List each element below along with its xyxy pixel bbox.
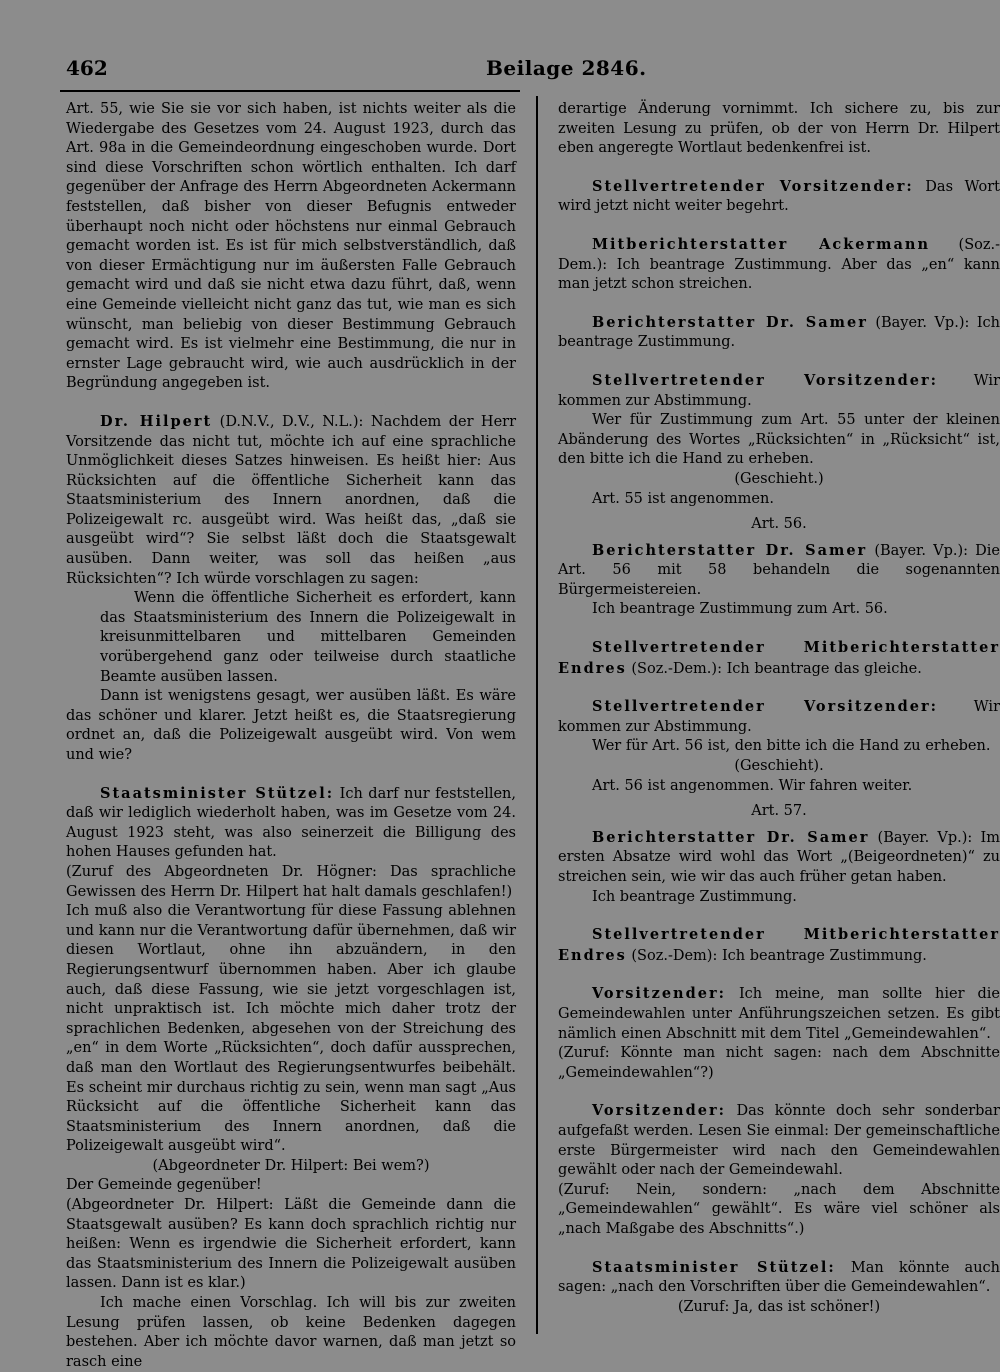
speaker-party: (Soz.-Dem): bbox=[631, 947, 718, 964]
running-title: Beilage 2846. bbox=[486, 56, 647, 80]
speaker-name: Staatsminister Stützel: bbox=[100, 784, 335, 802]
speaker-party: (D.N.V., D.V., N.L.): bbox=[219, 413, 364, 430]
speaker-name: Berichterstatter Dr. Samer bbox=[592, 313, 868, 331]
paragraph: Art. 55, wie Sie sie vor sich haben, ist nichts weiter als die Wiedergabe des Gesetzes vom 24. August 1923, durch das Art. 98a in die Gemeindeordnung eingeschoben wurde. Dort sind diese Vorschriften schon wörtlich enthalten. Ich darf gegenüber der Anfrage des Herrn Abgeordneten Ackermann feststellen, daß bisher von dieser Befugnis entweder überhaupt noch nicht oder höchstens nur einmal Gebrauch gemacht worden ist. Es ist für mich selbstverständlich, daß von dieser Ermächtigung nur im äußersten Falle Gebrauch gemacht wird und daß sie nicht etwa dazu führt, daß, wenn eine Gemeinde vielleicht nicht ganz das tut, wie man es sich wünscht, man beliebig von dieser Bestimmung Gebrauch gemacht wird. Es ist vielmehr eine Bestimmung, die nur in ernster Lage gebraucht wird, wie auch ausdrücklich in der Begründung angegeben ist. bbox=[66, 101, 516, 392]
speech-text: Wir kommen zur Abstimmung. bbox=[558, 372, 1000, 409]
paragraph: Wer für Art. 56 ist, den bitte ich die Hand zu erheben. bbox=[592, 738, 991, 755]
paragraph: Ich mache einen Vorschlag. Ich will bis zur zweiten Lesung prüfen lassen, ob keine Bedenken dagegen bestehen. Aber ich möchte davor warnen, daß man jetzt so rasch eine bbox=[66, 1295, 516, 1370]
speech-text: Wir kommen zur Abstimmung. bbox=[558, 699, 1000, 735]
paragraph: Art. 56 ist angenommen. Wir fahren weiter. bbox=[592, 777, 913, 794]
interjection: (Zuruf des Abgeordneten Dr. Högner: Das sprachliche Gewissen des Herrn Dr. Hilpert hat halt damals geschlafen!) bbox=[66, 863, 516, 900]
speech bbox=[558, 1258, 1000, 1298]
speech bbox=[558, 984, 1000, 1044]
interjection: (Abgeordneter Dr. Hilpert: Läßt die Gemeinde dann die Staatsgewalt ausüben? Es kann doch sprachlich richtig nur heißen: Wenn es irgendwie die Sicherheit erfordert, kann das Staatsministerium des Innern die Polizeigewalt ausüben lassen. Dann ist es klar.) bbox=[66, 1197, 516, 1292]
page-number: 462 bbox=[66, 56, 108, 80]
speech-text: Im ersten Absatze wird wohl das Wort „(Beigeordneten)“ zu streichen sein, wie wir das auch früher getan haben. bbox=[558, 829, 1000, 885]
speaker-party: (Bayer. Vp.): bbox=[877, 829, 973, 846]
interjection: (Zuruf: Nein, sondern: „nach dem Abschnitte „Gemeindewahlen“ gewählt“. Es wäre viel schöner als „nach Maßgabe des Abschnitts“.) bbox=[558, 1181, 1000, 1237]
paragraph: Dann ist wenigstens gesagt, wer ausüben läßt. Es wäre das schöner und klarer. Jetzt heißt es, die Staatsregierung ordnet an, daß die Polizeigewalt ausgeübt wird. Von wem und wie? bbox=[66, 688, 516, 763]
speech-text: Ich meine, man sollte hier die Gemeindewahlen unter Anführungszeichen setzen. Es gibt nämlich einen Abschnitt mit dem Titel „Gemeindewahlen“. bbox=[558, 986, 1000, 1042]
speaker-name: Stellvertretender Mitberichterstatter Endres bbox=[558, 639, 1000, 677]
speaker-name: Vorsitzender: bbox=[592, 1102, 726, 1120]
speaker-name: Stellvertretender Vorsitzender: bbox=[592, 371, 938, 389]
page-header bbox=[66, 56, 920, 82]
right-column bbox=[558, 100, 1000, 1317]
speaker-name: Stellvertretender Vorsitzender: bbox=[592, 177, 914, 195]
paragraph: Ich beantrage Zustimmung. bbox=[592, 888, 797, 905]
paragraph: Wer für Zustimmung zum Art. 55 unter der kleinen Abänderung des Wortes „Rücksichten“ in „Rücksicht“ ist, den bitte ich die Hand zu erheben. bbox=[558, 412, 1000, 468]
speech-text: Ich beantrage Zustimmung. Aber das „en“ kann man jetzt schon streichen. bbox=[558, 256, 1000, 293]
speech-text: Das könnte doch sehr sonderbar aufgefaßt werden. Lesen Sie einmal: Der gemeinschaftliche erste Bürgermeister wird nach den Gemeindewahlen gewählt oder nach der Gemeindewahl. bbox=[558, 1103, 1000, 1179]
speech-text: Ich beantrage Zustimmung. bbox=[721, 947, 927, 964]
speech-text: Ich beantrage Zustimmung. bbox=[558, 314, 1000, 351]
speaker-party: (Bayer. Vp.): bbox=[874, 542, 969, 559]
paragraph: Ich beantrage Zustimmung zum Art. 56. bbox=[592, 601, 888, 618]
speaker-name: Staatsminister Stützel: bbox=[592, 1258, 836, 1276]
speaker-name: Vorsitzender: bbox=[592, 985, 726, 1003]
interjection: (Zuruf: Ja, das ist schöner!) bbox=[677, 1298, 881, 1315]
speech bbox=[558, 235, 1000, 295]
speaker-name: Stellvertretender Mitberichterstatter Endres bbox=[558, 926, 1000, 964]
speaker-name: Mitberichterstatter Ackermann bbox=[592, 235, 930, 253]
speech-text: Ich darf nur feststellen, daß wir lediglich wiederholt haben, was im Gesetze vom 24. August 1923 steht, was also seinerzeit die Billigung des hohen Hauses gefunden hat. bbox=[66, 785, 517, 861]
speech bbox=[558, 541, 1000, 601]
speaker-party: (Soz.-Dem.): bbox=[631, 660, 722, 677]
speaker-name: Stellvertretender Vorsitzender: bbox=[592, 698, 938, 716]
proposed-wording: Wenn die öffentliche Sicherheit es erfordert, kann das Staatsministerium des Innern die Polizeigewalt in kreisunmittelbaren und mittelbaren Gemeinden vorübergehend ganz oder teilweise durch staatliche Beamte ausüben lassen. bbox=[100, 590, 516, 685]
speech bbox=[558, 925, 1000, 966]
speaker-name: Berichterstatter Dr. Samer bbox=[592, 828, 870, 846]
article-heading: Art. 56. bbox=[751, 516, 807, 533]
speech bbox=[558, 177, 1000, 217]
article-heading: Art. 57. bbox=[751, 803, 807, 820]
speech-hilpert bbox=[66, 412, 516, 589]
speech bbox=[558, 828, 1000, 888]
speech bbox=[558, 371, 1000, 411]
speech bbox=[558, 697, 1000, 737]
paragraph: Art. 55 ist angenommen. bbox=[592, 490, 774, 507]
speech bbox=[558, 1101, 1000, 1180]
speaker-name: Dr. Hilpert bbox=[100, 412, 213, 430]
paragraph: Der Gemeinde gegenüber! bbox=[66, 1177, 262, 1194]
speech-text: Die Art. 56 mit 58 behandeln die sogenannten Bürgermeistereien. bbox=[558, 542, 1000, 598]
speech-text: Nachdem der Herr Vorsitzende das nicht tut, möchte ich auf eine sprachliche Unmöglichkeit dieses Satzes hinweisen. Es heißt hier: Aus Rücksichten auf die öffentliche Sicherheit kann das Staatsministerium des Innern anordnen, daß die Polizeigewalt rc. ausgeübt wird. Was heißt das, „daß sie ausgeübt wird“? Sie selbst läßt doch die Staatsgewalt ausüben. Dann weiter, was soll das heißen „aus Rücksichten“? Ich würde vorschlagen zu sagen: bbox=[66, 413, 517, 587]
speaker-party: (Soz.-Dem.): bbox=[558, 236, 1000, 273]
left-column bbox=[66, 100, 516, 1372]
procedure-note: (Geschieht.) bbox=[734, 470, 824, 487]
paragraph: derartige Änderung vornimmt. Ich sichere zu, bis zur zweiten Lesung zu prüfen, ob der von Herrn Dr. Hilpert eben angeregte Wortlaut bedenkenfrei ist. bbox=[558, 101, 1000, 157]
header-rule bbox=[60, 90, 520, 92]
speaker-party: (Bayer. Vp.): bbox=[875, 314, 970, 331]
speech bbox=[558, 638, 1000, 679]
speech-text: Man könnte auch sagen: „nach den Vorschriften über die Gemeindewahlen“. bbox=[558, 1259, 1000, 1296]
procedure-note: (Geschieht). bbox=[734, 758, 824, 775]
paragraph: Ich muß also die Verantwortung für diese Fassung ablehnen und kann nur die Verantwortung dafür übernehmen, daß wir diesen Wortlaut, ohne ihn abzuändern, in den Regierungsentwurf übernommen haben. Aber ich glaube auch, daß diese Fassung, wie sie jetzt vorgeschlagen ist, nicht unpraktisch ist. Ich möchte mich daher trotz der sprachlichen Bedenken, abgesehen von der Streichung des „en“ in dem Worte „Rücksichten“, doch dafür aussprechen, daß man den Wortlaut des Regierungsentwurfes beibehält. Es scheint mir durchaus richtig zu sein, wenn man sagt „Aus Rücksicht auf die öffentliche Sicherheit kann das Staatsministerium des Innern anordnen, daß die Polizeigewalt ausgeübt wird“. bbox=[66, 903, 516, 1155]
column-divider bbox=[536, 96, 538, 1334]
speech bbox=[558, 313, 1000, 353]
interjection: (Zuruf: Könnte man nicht sagen: nach dem Abschnitte „Gemeindewahlen“?) bbox=[558, 1045, 1000, 1081]
speech-minister bbox=[66, 784, 516, 863]
speech-text: Das Wort wird jetzt nicht weiter begehrt. bbox=[558, 178, 1000, 215]
interjection: (Abgeordneter Dr. Hilpert: Bei wem?) bbox=[152, 1157, 430, 1174]
speaker-name: Berichterstatter Dr. Samer bbox=[592, 541, 868, 559]
speech-text: Ich beantrage das gleiche. bbox=[726, 660, 922, 677]
